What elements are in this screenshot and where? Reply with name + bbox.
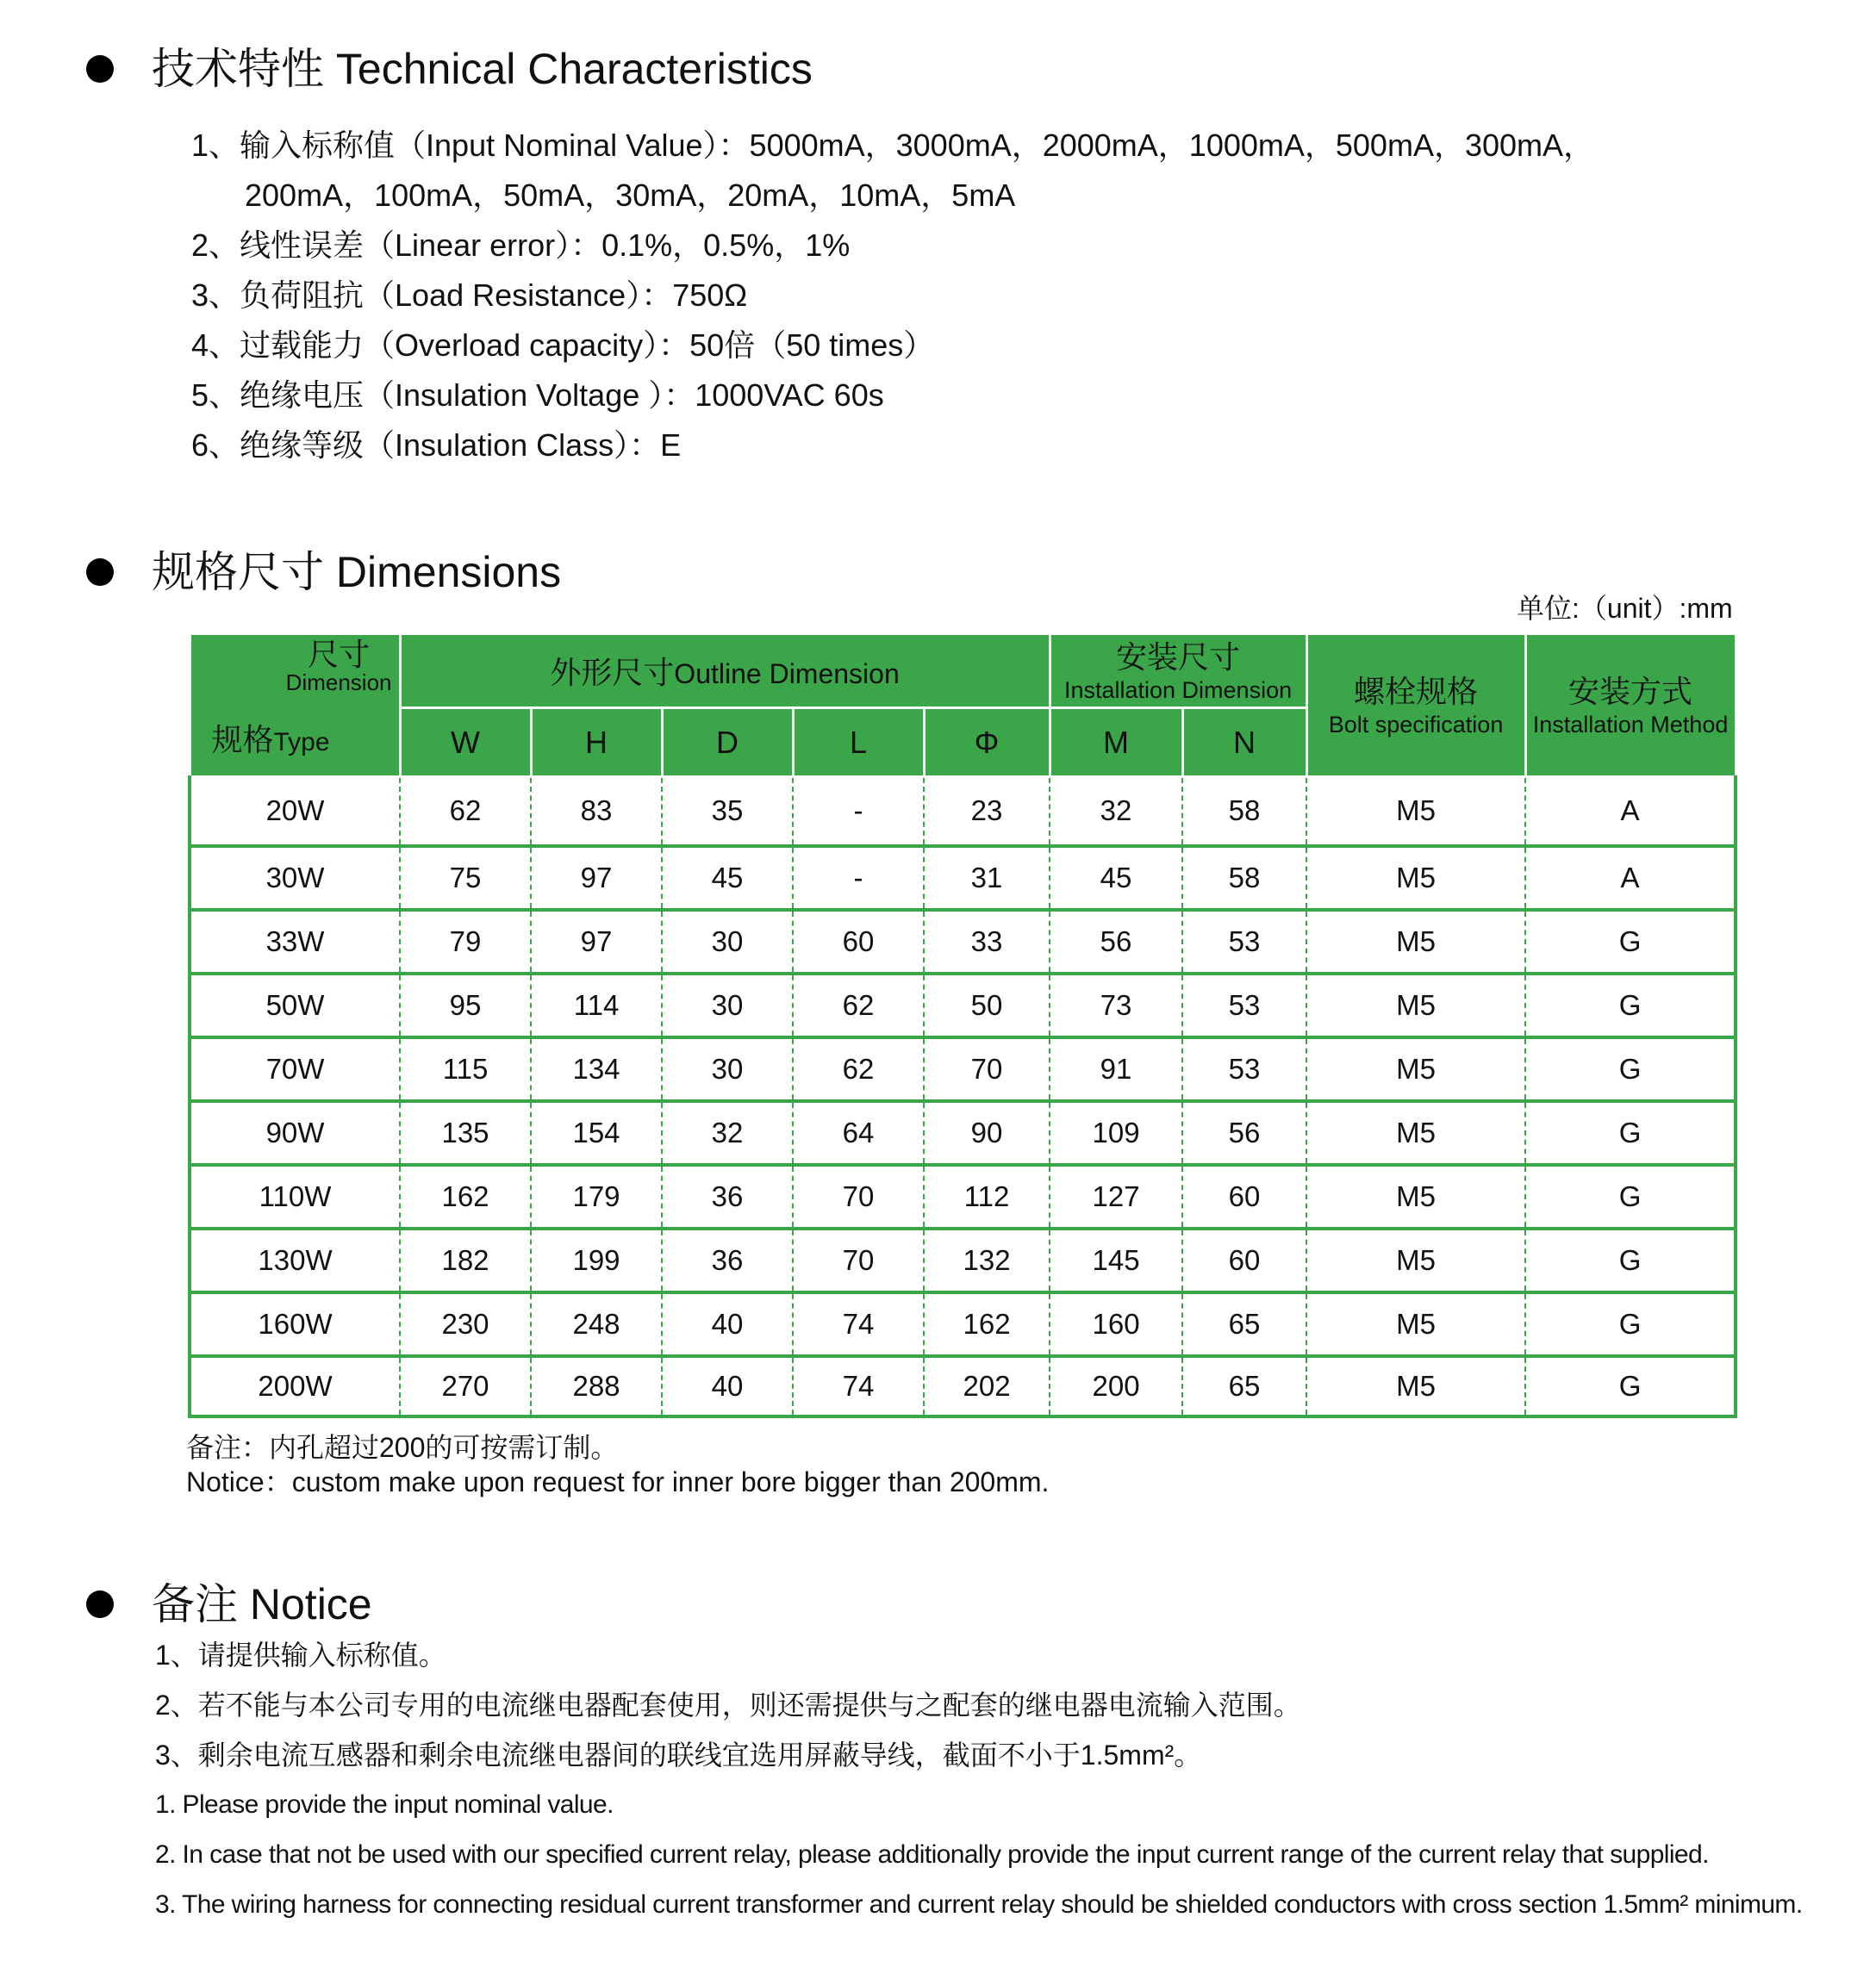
table-cell: 36: [662, 1229, 793, 1292]
table-cell: 145: [1050, 1229, 1182, 1292]
table-cell: 83: [531, 777, 662, 846]
table-cell: M5: [1306, 1292, 1525, 1356]
table-cell: 115: [400, 1037, 531, 1101]
tech-spec-list: [191, 121, 1594, 470]
table-cell: 70: [924, 1037, 1050, 1101]
table-cell: G: [1525, 1037, 1736, 1101]
notice-line: 2. In case that not be used with our specified current relay, please additionally provide the input current range of the current relay that supplied.: [155, 1840, 1709, 1869]
spec-line: 200mA，100mA，50mA，30mA，20mA，10mA，5mA: [245, 177, 1016, 213]
dimensions-table: [188, 632, 1737, 1418]
table-row: [190, 974, 1736, 1037]
table-cell: G: [1525, 1292, 1736, 1356]
table-cell: 90W: [190, 1101, 400, 1165]
table-cell: 200W: [190, 1356, 400, 1416]
table-row: [190, 1165, 1736, 1229]
table-cell: 248: [531, 1292, 662, 1356]
installation-dimension-header: [1050, 634, 1306, 708]
table-cell: 97: [531, 846, 662, 910]
table-cell: 50: [924, 974, 1050, 1037]
table-cell: 30W: [190, 846, 400, 910]
method-en-label: Installation Method: [1532, 711, 1729, 738]
table-cell: 30: [662, 910, 793, 974]
table-row: [190, 1101, 1736, 1165]
bullet-icon: [86, 55, 114, 83]
table-row: [190, 910, 1736, 974]
table-cell: 74: [793, 1292, 924, 1356]
table-cell: 33: [924, 910, 1050, 974]
notice-list: [155, 1630, 1803, 1930]
dimension-en-label: Dimension: [285, 669, 392, 695]
unit-note: 单位:（unit）:mm: [1517, 593, 1733, 624]
table-cell: 97: [531, 910, 662, 974]
table-cell: 112: [924, 1165, 1050, 1229]
table-cell: 56: [1050, 910, 1182, 974]
dimensions-table-body: [190, 777, 1736, 1416]
table-cell: 40: [662, 1292, 793, 1356]
table-cell: G: [1525, 1229, 1736, 1292]
table-cell: 90: [924, 1101, 1050, 1165]
table-row: [190, 846, 1736, 910]
table-cell: 60: [793, 910, 924, 974]
table-cell: M5: [1306, 1165, 1525, 1229]
table-cell: 79: [400, 910, 531, 974]
table-cell: G: [1525, 1101, 1736, 1165]
table-cell: 32: [662, 1101, 793, 1165]
table-cell: 179: [531, 1165, 662, 1229]
table-cell: 202: [924, 1356, 1050, 1416]
table-cell: 56: [1182, 1101, 1306, 1165]
install-cn-label: 安装尺寸: [1116, 638, 1241, 675]
table-cell: 32: [1050, 777, 1182, 846]
install-method-header: [1525, 634, 1736, 777]
table-cell: 288: [531, 1356, 662, 1416]
table-cell: A: [1525, 846, 1736, 910]
notice-line: 1. Please provide the input nominal value.: [155, 1790, 614, 1819]
table-cell: 53: [1182, 910, 1306, 974]
table-cell: 40: [662, 1356, 793, 1416]
table-cell: 73: [1050, 974, 1182, 1037]
spec-line: 1、输入标称值（Input Nominal Value）：5000mA，3000mA，2000mA，1000mA，500mA，300mA，: [191, 128, 1595, 163]
table-cell: 95: [400, 974, 531, 1037]
table-cell: M5: [1306, 1229, 1525, 1292]
table-cell: M5: [1306, 1356, 1525, 1416]
bolt-spec-header: [1306, 634, 1525, 777]
table-cell: 58: [1182, 846, 1306, 910]
table-row: [190, 1229, 1736, 1292]
dimension-cn-label: 尺寸: [308, 637, 371, 672]
spec-line: 3、负荷阻抗（Load Resistance）：750Ω: [191, 277, 748, 313]
tech-title-text: 技术特性 Technical Characteristics: [152, 45, 813, 93]
bolt-cn-label: 螺栓规格: [1354, 673, 1479, 709]
table-cell: 53: [1182, 1037, 1306, 1101]
table-cell: 75: [400, 846, 531, 910]
col-header-d: D: [662, 708, 793, 777]
notice-line: 3. The wiring harness for connecting residual current transformer and current relay should be shielded conductors with cross section 1.5mm² minimum.: [155, 1890, 1803, 1919]
table-cell: M5: [1306, 910, 1525, 974]
table-cell: 53: [1182, 974, 1306, 1037]
table-cell: 33W: [190, 910, 400, 974]
table-cell: 58: [1182, 777, 1306, 846]
table-cell: 114: [531, 974, 662, 1037]
table-cell: 132: [924, 1229, 1050, 1292]
table-cell: 199: [531, 1229, 662, 1292]
col-header-n: N: [1182, 708, 1306, 777]
table-cell: A: [1525, 777, 1736, 846]
table-remark-cn: 备注：内孔超过200的可按需订制。: [186, 1432, 619, 1463]
table-cell: 130W: [190, 1229, 400, 1292]
table-cell: 154: [531, 1101, 662, 1165]
table-cell: 30: [662, 974, 793, 1037]
table-cell: 65: [1182, 1292, 1306, 1356]
table-cell: 30: [662, 1037, 793, 1101]
table-cell: 230: [400, 1292, 531, 1356]
table-cell: -: [793, 777, 924, 846]
col-header-phi: Φ: [924, 708, 1050, 777]
table-cell: 35: [662, 777, 793, 846]
spec-line: 5、绝缘电压（Insulation Voltage ）：1000VAC 60s: [191, 377, 884, 413]
table-remark-en: Notice：custom make upon request for inner bore bigger than 200mm.: [186, 1466, 1050, 1497]
outline-cn-label: 外形尺寸: [550, 655, 675, 690]
table-cell: 45: [662, 846, 793, 910]
table-cell: 62: [400, 777, 531, 846]
table-row: [190, 1037, 1736, 1101]
table-cell: M5: [1306, 846, 1525, 910]
table-cell: G: [1525, 910, 1736, 974]
table-cell: -: [793, 846, 924, 910]
bullet-icon: [86, 1590, 114, 1618]
col-header-w: W: [400, 708, 531, 777]
notice-section-title: [86, 1578, 372, 1630]
table-remark: [186, 1430, 1049, 1499]
table-cell: 62: [793, 974, 924, 1037]
table-cell: 200: [1050, 1356, 1182, 1416]
table-cell: 74: [793, 1356, 924, 1416]
method-cn-label: 安装方式: [1568, 673, 1693, 709]
notice-line: 1、请提供输入标称值。: [155, 1640, 446, 1671]
table-cell: 50W: [190, 974, 400, 1037]
spec-line: 6、绝缘等级（Insulation Class）：E: [191, 427, 682, 463]
table-cell: 31: [924, 846, 1050, 910]
table-cell: 45: [1050, 846, 1182, 910]
table-cell: M5: [1306, 777, 1525, 846]
notice-line: 3、剩余电流互感器和剩余电流继电器间的联线宜选用屏蔽导线，截面不小于1.5mm²。: [155, 1740, 1202, 1771]
table-cell: 127: [1050, 1165, 1182, 1229]
table-cell: M5: [1306, 1101, 1525, 1165]
col-header-m: M: [1050, 708, 1182, 777]
table-cell: G: [1525, 1356, 1736, 1416]
install-en-label: Installation Dimension: [1063, 676, 1293, 703]
table-cell: 62: [793, 1037, 924, 1101]
table-cell: G: [1525, 974, 1736, 1037]
table-row: [190, 1292, 1736, 1356]
diagonal-header-cell: [190, 634, 400, 777]
table-cell: 64: [793, 1101, 924, 1165]
table-cell: 36: [662, 1165, 793, 1229]
table-cell: 160W: [190, 1292, 400, 1356]
outline-en-label: Outline Dimension: [674, 658, 900, 689]
table-cell: 110W: [190, 1165, 400, 1229]
table-cell: 182: [400, 1229, 531, 1292]
spec-line: 2、线性误差（Linear error）：0.1%，0.5%，1%: [191, 227, 851, 263]
table-cell: 70W: [190, 1037, 400, 1101]
table-cell: 23: [924, 777, 1050, 846]
table-cell: 162: [400, 1165, 531, 1229]
col-header-h: H: [531, 708, 662, 777]
table-cell: M5: [1306, 974, 1525, 1037]
table-row: [190, 1356, 1736, 1416]
table-cell: 270: [400, 1356, 531, 1416]
table-cell: 70: [793, 1165, 924, 1229]
bolt-en-label: Bolt specification: [1328, 711, 1504, 738]
table-cell: 109: [1050, 1101, 1182, 1165]
table-cell: 134: [531, 1037, 662, 1101]
notice-line: 2、若不能与本公司专用的电流继电器配套使用，则还需提供与之配套的继电器电流输入范围。: [155, 1690, 1301, 1721]
table-cell: 91: [1050, 1037, 1182, 1101]
table-cell: 20W: [190, 777, 400, 846]
table-cell: G: [1525, 1165, 1736, 1229]
table-row: [190, 777, 1736, 846]
table-cell: 135: [400, 1101, 531, 1165]
table-cell: 70: [793, 1229, 924, 1292]
type-cn-label: 规格: [211, 722, 274, 757]
bullet-icon: [86, 558, 114, 586]
spec-line: 4、过载能力（Overload capacity）：50倍（50 times）: [191, 327, 935, 363]
table-cell: M5: [1306, 1037, 1525, 1101]
table-cell: 65: [1182, 1356, 1306, 1416]
col-header-l: L: [793, 708, 924, 777]
type-en-label: Type: [273, 728, 330, 756]
table-cell: 60: [1182, 1229, 1306, 1292]
table-cell: 60: [1182, 1165, 1306, 1229]
tech-section-title: [86, 43, 813, 95]
dims-title-text: 规格尺寸 Dimensions: [152, 548, 562, 596]
dims-section-title: [86, 546, 561, 598]
outline-dimension-header: [400, 634, 1050, 708]
table-cell: 160: [1050, 1292, 1182, 1356]
notice-title-text: 备注 Notice: [152, 1580, 372, 1628]
table-cell: 162: [924, 1292, 1050, 1356]
